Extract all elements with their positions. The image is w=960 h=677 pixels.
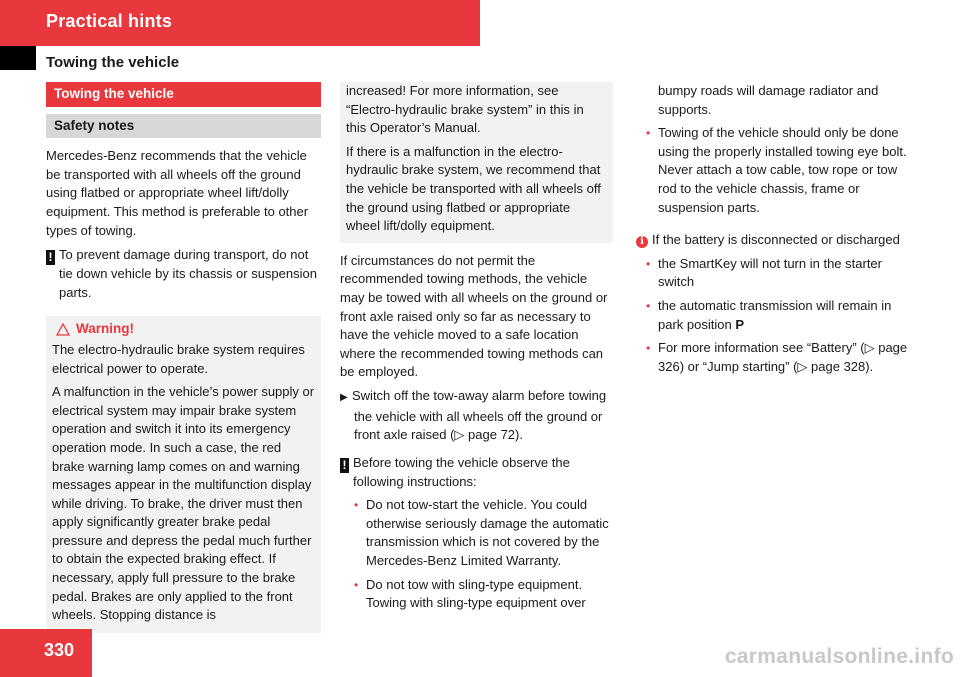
bullet-dot-icon: •	[354, 498, 359, 513]
instruction-step	[340, 387, 613, 445]
warning-triangle-icon	[56, 323, 70, 336]
watermark: carmanualsonline.info	[724, 645, 954, 668]
bullet-dot-icon: •	[646, 126, 651, 141]
section-tab-marker	[0, 46, 36, 70]
list-item-text: Do not tow with sling-type equipment. Towing with sling-type equipment over	[366, 576, 586, 611]
warning-heading	[52, 320, 315, 339]
warning-paragraph-1: The electro-hydraulic brake system requires electrical power to operate.	[52, 341, 305, 376]
heading-safety-notes: Safety notes	[46, 114, 321, 139]
warning-box-continued	[340, 82, 613, 243]
info-paragraph	[636, 231, 914, 250]
list-item-text: Do not tow-start the vehicle. You could otherwise seriously damage the automatic transmission which is not covered by the Mercedes-Benz Limited Warranty.	[366, 497, 609, 569]
column-left	[46, 82, 321, 633]
page-number: 330	[44, 640, 75, 660]
notice-text: To prevent damage during transport, do not tie down vehicle by its chassis or suspension parts.	[59, 247, 317, 300]
intro-paragraph: Mercedes-Benz recommends that the vehicle be transported with all wheels off the ground using flatbed or appropriate wheel lift/dolly equipment. This method is preferable to other types of towing.	[46, 148, 309, 238]
warning-box-paragraph-1: increased! For more information, see “Electro-hydraulic brake system” in this in this Operator’s Manual.	[346, 83, 584, 136]
warning-box	[46, 316, 321, 633]
info-icon: i	[636, 236, 648, 248]
bullet-dot-icon: •	[646, 341, 651, 356]
step-arrow-icon: ▶	[340, 391, 348, 403]
warning-box-paragraph-2: If there is a malfunction in the electro-hydraulic brake system, we recommend that the vehicle be transported with all wheels off the ground using flatbed or appropriate wheel lift/dolly equipment.	[346, 143, 601, 234]
section-title: Practical hints	[46, 11, 173, 31]
list-item	[636, 124, 914, 217]
notice-paragraph	[46, 246, 321, 302]
bullet-dot-icon: •	[646, 256, 651, 271]
warning-paragraph-2: A malfunction in the vehicle’s power supply or electrical system may impair brake system operation and switch it into its emergency operation mode. In such a case, the red brake warning lamp comes on and warning messages appear in the multifunction display while driving. To brake, the driver must then apply significantly greater brake pedal pressure and depress the pedal much further to obtain the expected braking effect. If necessary, apply full pressure to the brake pedal. Brakes are only applied to the front wheels. Stopping distance is	[52, 384, 315, 623]
exclamation-icon: !	[46, 250, 55, 265]
list-item	[636, 297, 914, 334]
exclamation-icon: !	[340, 458, 349, 473]
info-text: If the battery is disconnected or discharged	[652, 232, 900, 248]
step-text: Switch off the tow-away alarm before towing the vehicle with all wheels off the ground or front axle raised (▷ page 72).	[352, 387, 607, 443]
column-middle	[340, 82, 613, 613]
page-title: Towing the vehicle	[46, 54, 180, 71]
notice-text-2: Before towing the vehicle observe the following instructions:	[353, 454, 570, 489]
list-item	[636, 255, 914, 292]
list-item	[340, 576, 613, 613]
park-position-label: P	[735, 316, 744, 332]
notice-paragraph-2	[340, 454, 613, 492]
list-item-text: the automatic transmission will remain in park position	[658, 297, 892, 332]
list-item	[636, 339, 914, 376]
heading-towing-bar: Towing the vehicle	[46, 82, 321, 107]
column-right	[636, 82, 914, 376]
list-item-text: For more information see “Battery” (▷ page 326) or “Jump starting” (▷ page 328).	[658, 340, 908, 374]
list-item-text: Towing of the vehicle should only be done using the properly installed towing eye bolt. Never attach a tow cable, tow rope or tow rod to the vehicle chassis, frame or suspension parts.	[658, 125, 907, 215]
list-item-text: the SmartKey will not turn in the starter switch	[658, 255, 882, 290]
list-item	[340, 496, 613, 570]
bullet-dot-icon: •	[646, 298, 651, 313]
list-item-continued: bumpy roads will damage radiator and supports.	[658, 83, 879, 117]
bullet-dot-icon: •	[354, 577, 359, 592]
circumstances-paragraph: If circumstances do not permit the recommended towing methods, the vehicle may be towed with all wheels on the ground or front axle raised only so far as necessary to have the vehicle moved to a safe location where the recommended towing methods can be employed.	[340, 252, 608, 380]
warning-title: Warning!	[76, 321, 134, 337]
